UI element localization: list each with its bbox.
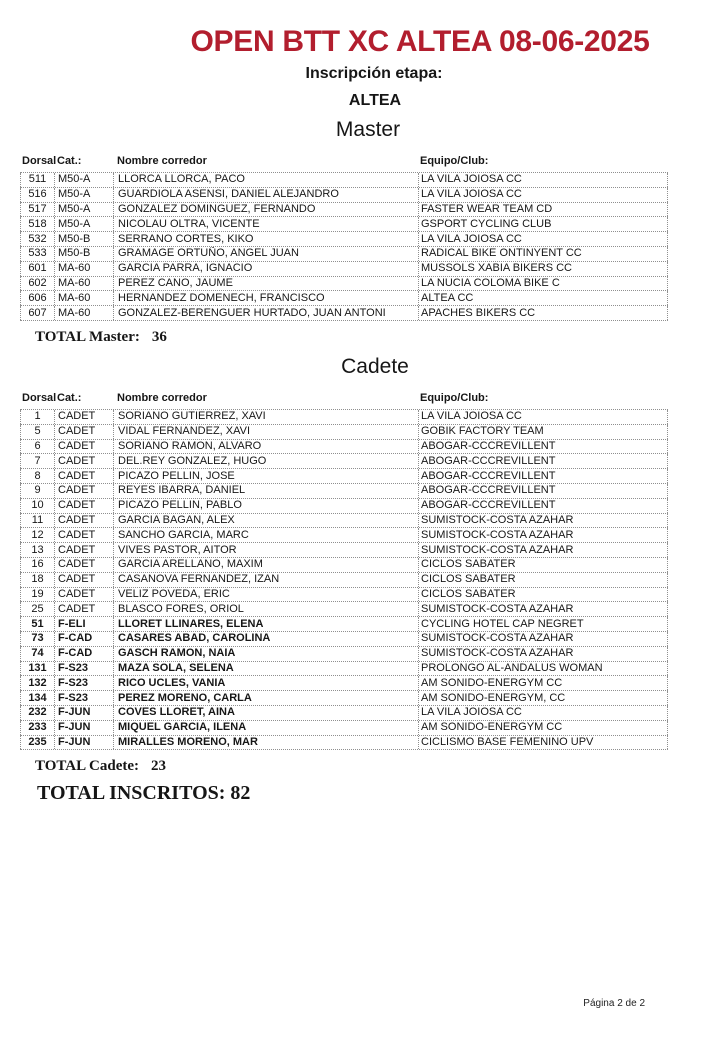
table-row [20, 262, 668, 277]
table-row [20, 440, 668, 455]
cat-cell: F-ELI [54, 617, 113, 631]
name-cell: PICAZO PELLIN, JOSE [113, 469, 418, 483]
dorsal-cell: 25 [20, 602, 54, 616]
cat-cell: CADET [54, 454, 113, 468]
table-row [20, 188, 668, 203]
dorsal-cell: 131 [20, 662, 54, 676]
dorsal-cell: 235 [20, 736, 54, 750]
dorsal-cell: 9 [20, 484, 54, 498]
header-club: Equipo/Club: [420, 155, 489, 167]
cat-cell: MA-60 [54, 306, 113, 320]
cat-cell: CADET [54, 514, 113, 528]
table-row [20, 647, 668, 662]
dorsal-cell: 132 [20, 676, 54, 690]
page-number: Página 2 de 2 [583, 998, 645, 1009]
name-cell: NICOLAU OLTRA, VICENTE [113, 217, 418, 231]
header-cat: Cat.: [57, 391, 82, 404]
club-cell: LA NUCIA COLOMA BIKE C [418, 277, 668, 291]
table-row [20, 706, 668, 721]
header-name: Nombre corredor [117, 391, 207, 404]
name-cell: GONZALEZ DOMINGUEZ, FERNANDO [113, 203, 418, 217]
club-cell: GSPORT CYCLING CLUB [418, 217, 668, 231]
name-cell: SORIANO RAMON, ALVARO [113, 440, 418, 454]
name-cell: GARCIA PARRA, IGNACIO [113, 262, 418, 276]
club-cell: PROLONGO AL-ANDALUS WOMAN [418, 662, 668, 676]
cat-cell: CADET [54, 558, 113, 572]
name-cell: MIRALLES MORENO, MAR [113, 736, 418, 750]
table-row [20, 425, 668, 440]
document-page [0, 25, 724, 1009]
name-cell: GUARDIOLA ASENSI, DANIEL ALEJANDRO [113, 188, 418, 202]
name-cell: LLORCA LLORCA, PACO [113, 173, 418, 187]
name-cell: VIVES PASTOR, AITOR [113, 543, 418, 557]
table-row [20, 528, 668, 543]
table-row [20, 588, 668, 603]
club-cell: CICLISMO BASE FEMENINO UPV [418, 736, 668, 750]
table-row [20, 484, 668, 499]
club-cell: ALTEA CC [418, 291, 668, 305]
dorsal-cell: 10 [20, 499, 54, 513]
cat-cell: MA-60 [54, 277, 113, 291]
master-table [20, 155, 668, 321]
total-master-line [35, 329, 724, 346]
total-label: TOTAL Cadete: [35, 758, 140, 775]
dorsal-cell: 607 [20, 306, 54, 320]
dorsal-cell: 232 [20, 706, 54, 720]
club-cell: SUMISTOCK-COSTA AZAHAR [418, 514, 668, 528]
section-cadete [0, 355, 724, 775]
cat-cell: F-JUN [54, 706, 113, 720]
club-cell: SUMISTOCK-COSTA AZAHAR [418, 528, 668, 542]
cat-cell: M50-A [54, 173, 113, 187]
cat-cell: CADET [54, 484, 113, 498]
cadete-table [20, 392, 668, 750]
dorsal-cell: 6 [20, 440, 54, 454]
name-cell: GRAMAGE ORTUÑO, ANGEL JUAN [113, 247, 418, 261]
dorsal-cell: 19 [20, 588, 54, 602]
dorsal-cell: 16 [20, 558, 54, 572]
name-cell: COVES LLORET, AINA [113, 706, 418, 720]
cat-cell: MA-60 [54, 262, 113, 276]
club-cell: ABOGAR-CCCREVILLENT [418, 499, 668, 513]
table-header-row [20, 155, 668, 168]
subtitle: Inscripción etapa: [305, 65, 443, 82]
club-cell: GOBIK FACTORY TEAM [418, 425, 668, 439]
club-cell: CICLOS SABATER [418, 558, 668, 572]
dorsal-cell: 12 [20, 528, 54, 542]
dorsal-cell: 74 [20, 647, 54, 661]
cat-cell: F-CAD [54, 647, 113, 661]
name-cell: MAZA SOLA, SELENA [113, 662, 418, 676]
name-cell: REYES IBARRA, DANIEL [113, 484, 418, 498]
dorsal-cell: 532 [20, 232, 54, 246]
grand-total-line [37, 782, 724, 805]
cat-cell: CADET [54, 588, 113, 602]
total-cadete-line [35, 758, 724, 775]
table-row [20, 573, 668, 588]
grand-total-label: TOTAL INSCRITOS: [37, 782, 226, 805]
total-value: 23 [151, 758, 167, 775]
table-row [20, 617, 668, 632]
cat-cell: CADET [54, 573, 113, 587]
club-cell: APACHES BIKERS CC [418, 306, 668, 320]
table-row [20, 410, 668, 425]
cat-cell: M50-B [54, 232, 113, 246]
table-row [20, 217, 668, 232]
club-cell: ABOGAR-CCCREVILLENT [418, 440, 668, 454]
header-name: Nombre corredor [117, 155, 207, 167]
dorsal-cell: 518 [20, 217, 54, 231]
name-cell: PEREZ CANO, JAUME [113, 277, 418, 291]
table-row [20, 469, 668, 484]
page-title: OPEN BTT XC ALTEA 08-06-2025 [190, 25, 650, 58]
name-cell: GARCIA BAGAN, ALEX [113, 514, 418, 528]
name-cell: HERNANDEZ DOMENECH, FRANCISCO [113, 291, 418, 305]
dorsal-cell: 11 [20, 514, 54, 528]
header-dorsal: Dorsal [22, 391, 57, 404]
dorsal-cell: 517 [20, 203, 54, 217]
table-row [20, 173, 668, 188]
dorsal-cell: 134 [20, 691, 54, 705]
cat-cell: CADET [54, 425, 113, 439]
cat-cell: M50-A [54, 188, 113, 202]
dorsal-cell: 13 [20, 543, 54, 557]
cat-cell: CADET [54, 440, 113, 454]
club-cell: LA VILA JOIOSA CC [418, 188, 668, 202]
name-cell: GONZALEZ-BERENGUER HURTADO, JUAN ANTONI [113, 306, 418, 320]
name-cell: SERRANO CORTES, KIKO [113, 232, 418, 246]
table-row [20, 306, 668, 321]
name-cell: VELIZ POVEDA, ERIC [113, 588, 418, 602]
name-cell: PICAZO PELLIN, PABLO [113, 499, 418, 513]
dorsal-cell: 601 [20, 262, 54, 276]
club-cell: ABOGAR-CCCREVILLENT [418, 484, 668, 498]
club-cell: ABOGAR-CCCREVILLENT [418, 454, 668, 468]
dorsal-cell: 511 [20, 173, 54, 187]
cat-cell: F-S23 [54, 662, 113, 676]
dorsal-cell: 602 [20, 277, 54, 291]
cat-cell: CADET [54, 469, 113, 483]
table-row [20, 736, 668, 751]
dorsal-cell: 516 [20, 188, 54, 202]
name-cell: LLORET LLINARES, ELENA [113, 617, 418, 631]
name-cell: GARCIA ARELLANO, MAXIM [113, 558, 418, 572]
table-row [20, 691, 668, 706]
dorsal-cell: 18 [20, 573, 54, 587]
cat-cell: M50-A [54, 203, 113, 217]
table-row [20, 247, 668, 262]
club-cell: SUMISTOCK-COSTA AZAHAR [418, 602, 668, 616]
club-cell: CICLOS SABATER [418, 588, 668, 602]
total-value: 36 [151, 328, 167, 345]
dorsal-cell: 606 [20, 291, 54, 305]
table-body [20, 409, 668, 750]
name-cell: GASCH RAMON, NAIA [113, 647, 418, 661]
table-header-row [20, 392, 668, 405]
table-row [20, 602, 668, 617]
section-master [0, 118, 724, 346]
header-dorsal: Dorsal [22, 155, 57, 167]
club-cell: MUSSOLS XABIA BIKERS CC [418, 262, 668, 276]
club-cell: SUMISTOCK-COSTA AZAHAR [418, 543, 668, 557]
club-cell: AM SONIDO-ENERGYM CC [418, 676, 668, 690]
table-row [20, 676, 668, 691]
name-cell: MIQUEL GARCIA, ILENA [113, 721, 418, 735]
table-row [20, 277, 668, 292]
dorsal-cell: 7 [20, 454, 54, 468]
dorsal-cell: 233 [20, 721, 54, 735]
name-cell: CASANOVA FERNANDEZ, IZAN [113, 573, 418, 587]
table-row [20, 662, 668, 677]
table-row [20, 232, 668, 247]
table-row [20, 543, 668, 558]
grand-total-value: 82 [230, 782, 251, 805]
total-label: TOTAL Master: [35, 328, 140, 345]
section-heading: Master [335, 118, 401, 141]
club-cell: AM SONIDO-ENERGYM, CC [418, 691, 668, 705]
cat-cell: F-S23 [54, 676, 113, 690]
table-row [20, 499, 668, 514]
cat-cell: CADET [54, 528, 113, 542]
dorsal-cell: 1 [20, 410, 54, 424]
club-cell: LA VILA JOIOSA CC [418, 173, 668, 187]
table-row [20, 721, 668, 736]
section-heading: Cadete [341, 354, 409, 378]
cat-cell: F-JUN [54, 736, 113, 750]
table-row [20, 203, 668, 218]
header-club: Equipo/Club: [420, 391, 489, 404]
cat-cell: MA-60 [54, 291, 113, 305]
cat-cell: CADET [54, 499, 113, 513]
club-cell: CYCLING HOTEL CAP NEGRET [418, 617, 668, 631]
name-cell: BLASCO FORES, ORIOL [113, 602, 418, 616]
cat-cell: F-CAD [54, 632, 113, 646]
name-cell: SANCHO GARCIA, MARC [113, 528, 418, 542]
cat-cell: M50-B [54, 247, 113, 261]
name-cell: RICO UCLES, VANIA [113, 676, 418, 690]
cat-cell: F-JUN [54, 721, 113, 735]
cat-cell: CADET [54, 410, 113, 424]
stage-name: ALTEA [348, 92, 402, 109]
club-cell: SUMISTOCK-COSTA AZAHAR [418, 632, 668, 646]
club-cell: FASTER WEAR TEAM CD [418, 203, 668, 217]
dorsal-cell: 8 [20, 469, 54, 483]
club-cell: CICLOS SABATER [418, 573, 668, 587]
table-row [20, 291, 668, 306]
name-cell: DEL.REY GONZALEZ, HUGO [113, 454, 418, 468]
cat-cell: F-S23 [54, 691, 113, 705]
table-row [20, 454, 668, 469]
club-cell: LA VILA JOIOSA CC [418, 232, 668, 246]
table-body [20, 172, 668, 321]
club-cell: SUMISTOCK-COSTA AZAHAR [418, 647, 668, 661]
name-cell: CASARES ABAD, CAROLINA [113, 632, 418, 646]
name-cell: SORIANO GUTIERREZ, XAVI [113, 410, 418, 424]
club-cell: RADICAL BIKE ONTINYENT CC [418, 247, 668, 261]
club-cell: LA VILA JOIOSA CC [418, 706, 668, 720]
club-cell: LA VILA JOIOSA CC [418, 410, 668, 424]
dorsal-cell: 51 [20, 617, 54, 631]
club-cell: ABOGAR-CCCREVILLENT [418, 469, 668, 483]
cat-cell: M50-A [54, 217, 113, 231]
dorsal-cell: 5 [20, 425, 54, 439]
table-row [20, 632, 668, 647]
dorsal-cell: 73 [20, 632, 54, 646]
table-row [20, 558, 668, 573]
header-cat: Cat.: [57, 155, 82, 167]
dorsal-cell: 533 [20, 247, 54, 261]
cat-cell: CADET [54, 543, 113, 557]
club-cell: AM SONIDO-ENERGYM CC [418, 721, 668, 735]
name-cell: VIDAL FERNANDEZ, XAVI [113, 425, 418, 439]
name-cell: PEREZ MORENO, CARLA [113, 691, 418, 705]
cat-cell: CADET [54, 602, 113, 616]
table-row [20, 514, 668, 529]
